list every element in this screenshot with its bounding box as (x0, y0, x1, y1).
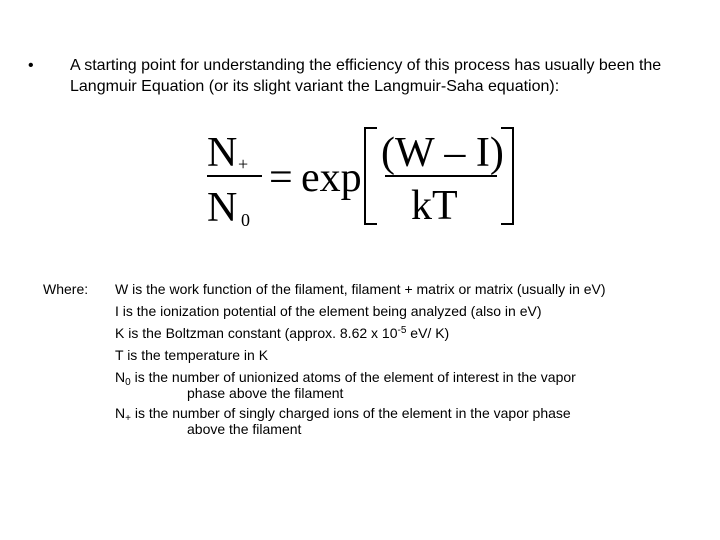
eq-exp: exp (301, 155, 362, 201)
eq-n-zero-sub: 0 (241, 210, 250, 230)
langmuir-equation (205, 118, 525, 233)
eq-n-plus-sub: + (238, 154, 249, 174)
equation-graphic (205, 118, 525, 233)
def-nplus-text: is the number of singly charged ions of the element in the vapor phase (130, 405, 571, 421)
def-k-prefix: K is the Boltzman constant (approx. 8.62 x 10 (115, 325, 398, 341)
intro-text: A starting point for understanding the efficiency of this process has usually been the Langmuir Equation (or its slight variant the Langmuir-Saha equation): (70, 57, 662, 95)
def-n0-continuation: phase above the filament (187, 385, 344, 401)
eq-kt: kT (411, 183, 458, 229)
variable-definitions (115, 278, 710, 438)
def-k-suffix: eV/ K) (406, 325, 450, 341)
def-k-exponent: -5 (397, 325, 407, 336)
bullet-marker: • (28, 57, 34, 74)
eq-n-plus: N (207, 130, 238, 176)
where-label: Where: (43, 281, 89, 297)
def-t: T is the temperature in K (115, 347, 269, 363)
eq-n-zero: N (207, 185, 238, 231)
def-k (115, 322, 710, 344)
def-n0-symbol: N (115, 369, 126, 385)
eq-equals: = (269, 155, 293, 201)
def-n0-subscript: 0 (125, 377, 131, 388)
def-nplus-subscript: + (125, 413, 131, 424)
def-nplus-continuation: above the filament (187, 421, 302, 437)
def-w: W is the work function of the filament, filament + matrix or matrix (usually in eV) (115, 281, 606, 297)
def-nplus-symbol: N (115, 405, 126, 421)
eq-w-minus-i: (W – I) (381, 130, 504, 176)
def-n0-text: is the number of unionized atoms of the element of interest in the vapor (130, 369, 576, 385)
def-i: I is the ionization potential of the element being analyzed (also in eV) (115, 303, 542, 319)
eq-left-bracket (365, 128, 377, 224)
